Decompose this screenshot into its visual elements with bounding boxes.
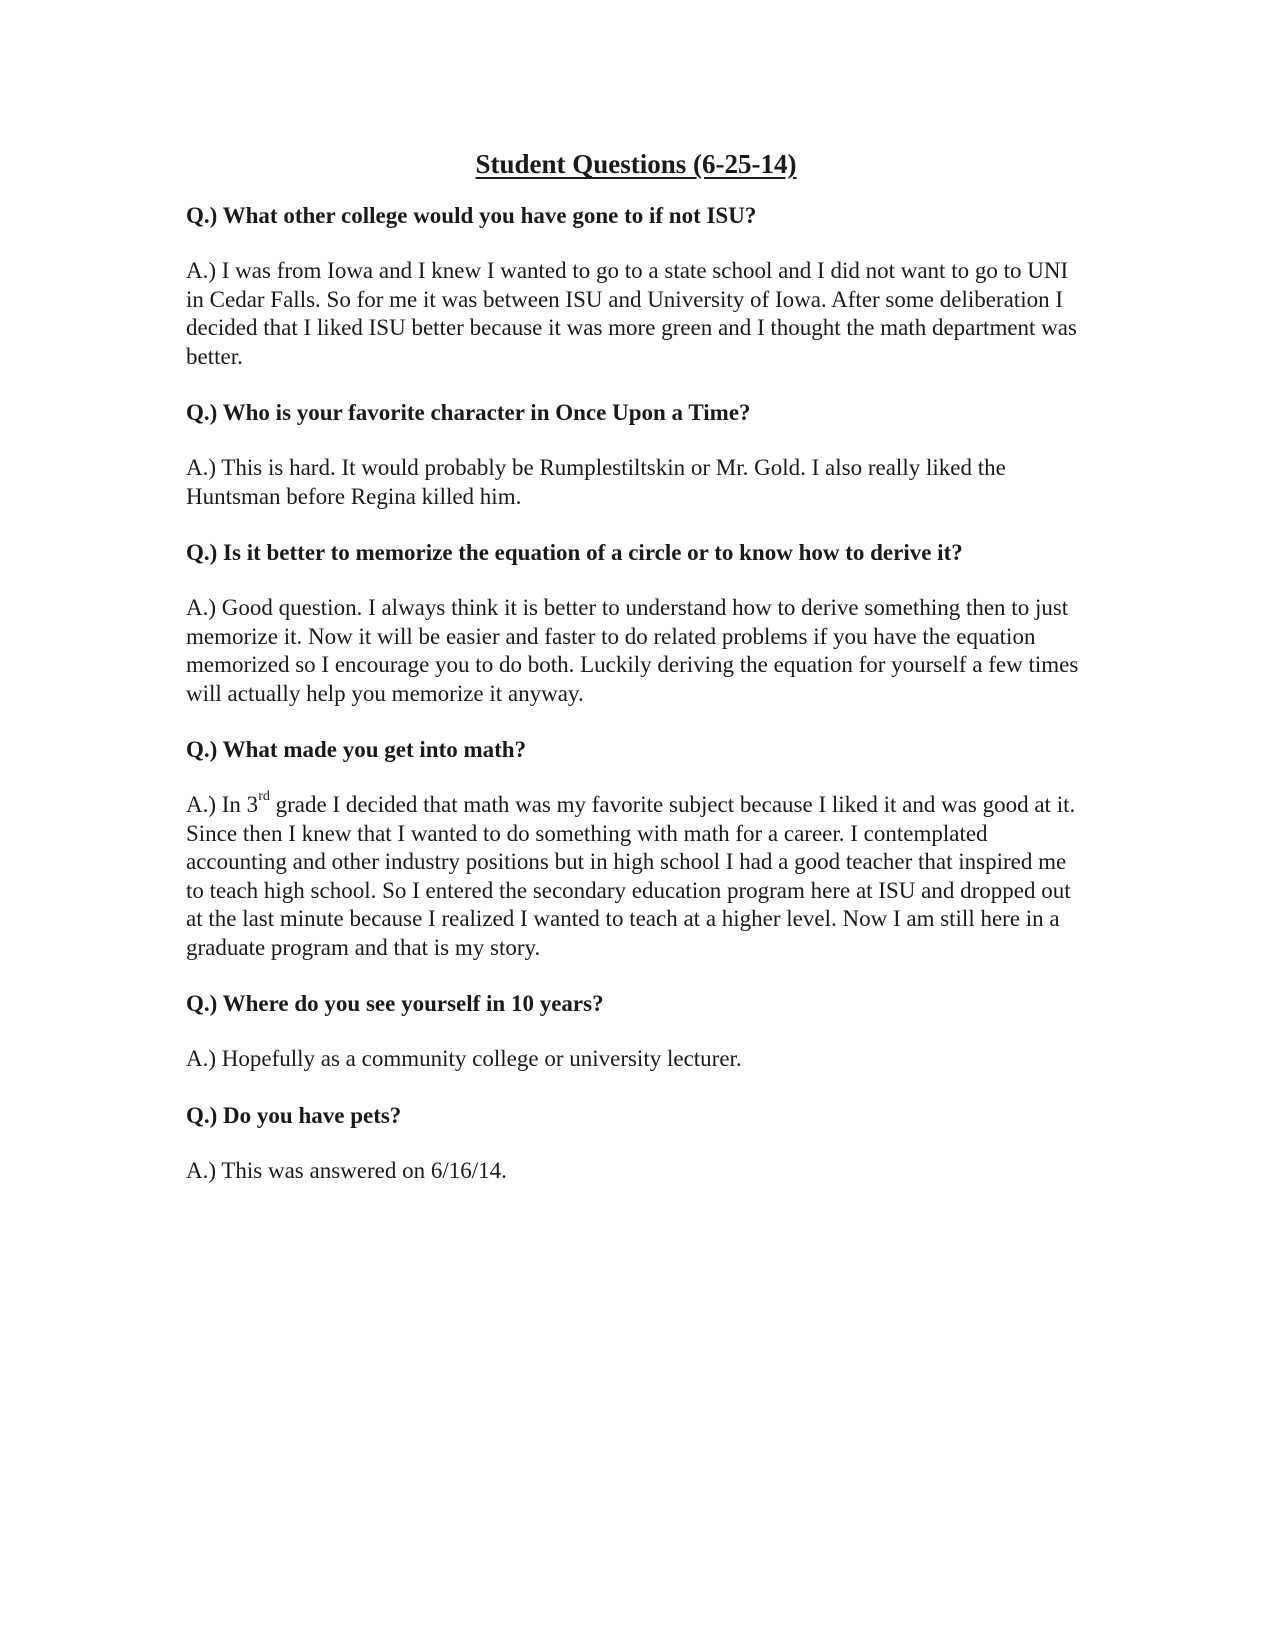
qa-item-2 bbox=[186, 399, 1086, 511]
answer-text: A.) This was answered on 6/16/14. bbox=[186, 1157, 507, 1183]
question-text: Q.) Is it better to memorize the equation of a circle or to know how to derive it? bbox=[186, 540, 963, 565]
question-text: Q.) Do you have pets? bbox=[186, 1102, 402, 1128]
question-text: Q.) What other college would you have gone to if not ISU? bbox=[186, 203, 757, 228]
question-text: Q.) What made you get into math? bbox=[186, 737, 527, 762]
question-text: Q.) Who is your favorite character in Once Upon a Time? bbox=[186, 400, 751, 425]
answer-text: A.) This is hard. It would probably be Rumplestiltskin or Mr. Gold. I also really liked the Huntsman before Regina killed him. bbox=[186, 455, 1006, 509]
question-text: Q.) Where do you see yourself in 10 years? bbox=[186, 991, 604, 1016]
qa-item-1 bbox=[186, 202, 1086, 371]
answer-rest: grade I decided that math was my favorite subject because I liked it and was good at it. Since then I knew that I wanted to do something with math for a career. I contemplated accounting and other industry positions but in high school I had a good teacher that inspired me to teach high school. So I entered the secondary education program here at ISU and dropped out at the last minute because I realized I wanted to teach at a higher level. Now I am still here in a graduate program and that is my story. bbox=[186, 792, 1076, 960]
ordinal-superscript: rd bbox=[258, 789, 270, 805]
qa-item-3 bbox=[186, 539, 1086, 708]
qa-item-5 bbox=[186, 990, 1086, 1074]
answer-prefix: A.) In 3 bbox=[186, 792, 259, 817]
qa-item-6 bbox=[186, 1102, 1086, 1186]
qa-item-4 bbox=[186, 736, 1086, 962]
answer-text bbox=[186, 791, 1086, 962]
answer-text: A.) Good question. I always think it is better to understand how to derive something then to just memorize it. Now it will be easier and faster to do related problems if you have the equation memorized so I encourage you to do both. Luckily deriving the equation for yourself a few times will actually help you memorize it anyway. bbox=[186, 595, 1079, 706]
answer-text: A.) I was from Iowa and I knew I wanted to go to a state school and I did not want to go to UNI in Cedar Falls. So for me it was between ISU and University of Iowa. After some deliberation I decided that I liked ISU better because it was more green and I thought the math department was better. bbox=[186, 258, 1077, 369]
page-title: Student Questions (6-25-14) bbox=[475, 149, 797, 179]
document-content bbox=[186, 148, 1086, 1213]
answer-text: A.) Hopefully as a community college or university lecturer. bbox=[186, 1046, 742, 1071]
